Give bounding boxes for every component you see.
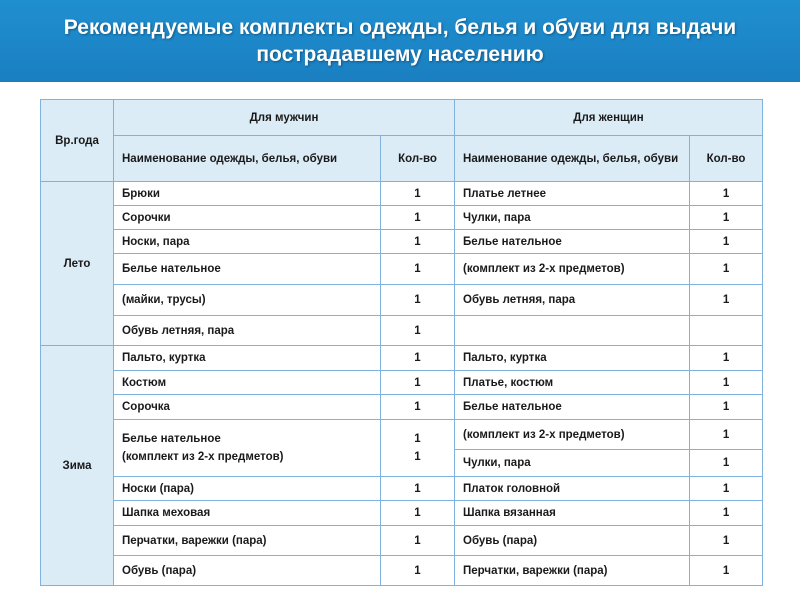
women-qty: 1 — [690, 526, 763, 556]
women-item: Платье летнее — [455, 182, 690, 206]
men-item: Костюм — [114, 371, 381, 395]
women-item: Белье нательное — [455, 395, 690, 420]
women-item: Платье, костюм — [455, 371, 690, 395]
men-item: Белье нательное — [114, 254, 381, 285]
season-label-winter: Зима — [41, 346, 114, 586]
page-title-line-1: Рекомендуемые комплекты одежды, белья и обуви для выдачи — [63, 16, 737, 39]
table-row — [41, 420, 763, 450]
men-item: Брюки — [114, 182, 381, 206]
table-row — [41, 316, 763, 346]
men-item-line-1: Белье нательное — [122, 433, 221, 445]
women-qty: 1 — [690, 420, 763, 450]
women-qty: 1 — [690, 501, 763, 526]
men-qty: 1 — [381, 501, 455, 526]
women-qty: 1 — [690, 477, 763, 501]
women-item: Пальто, куртка — [455, 346, 690, 371]
women-item: (комплект из 2-х предметов) — [455, 420, 690, 450]
women-qty: 1 — [690, 395, 763, 420]
women-item: Чулки, пара — [455, 206, 690, 230]
men-qty: 1 — [381, 254, 455, 285]
men-qty: 1 — [381, 371, 455, 395]
men-item: Сорочки — [114, 206, 381, 230]
men-qty: 1 — [381, 182, 455, 206]
table-row — [41, 477, 763, 501]
women-qty: 1 — [690, 450, 763, 477]
men-qty-line-2: 1 — [414, 451, 421, 463]
men-qty: 1 — [381, 346, 455, 371]
men-item: Носки (пара) — [114, 477, 381, 501]
title-banner — [0, 0, 800, 82]
women-item: Обувь (пара) — [455, 526, 690, 556]
table-row — [41, 501, 763, 526]
page-title-line-2: пострадавшему населению — [256, 43, 544, 66]
women-qty: 1 — [690, 230, 763, 254]
table-row — [41, 285, 763, 316]
women-item: Шапка вязанная — [455, 501, 690, 526]
women-qty — [690, 316, 763, 346]
men-item: Пальто, куртка — [114, 346, 381, 371]
men-qty: 1 — [381, 526, 455, 556]
women-qty: 1 — [690, 371, 763, 395]
men-qty-line-1: 1 — [414, 433, 421, 445]
men-qty: 1 — [381, 395, 455, 420]
table-row — [41, 254, 763, 285]
table-subheader-row — [41, 136, 763, 182]
table-row — [41, 556, 763, 586]
men-qty: 1 — [381, 285, 455, 316]
season-label-summer: Лето — [41, 182, 114, 346]
women-item: (комплект из 2-х предметов) — [455, 254, 690, 285]
women-qty: 1 — [690, 556, 763, 586]
qty-header-women: Кол-во — [690, 136, 763, 182]
men-item: Носки, пара — [114, 230, 381, 254]
men-header: Для мужчин — [114, 100, 455, 136]
women-header: Для женщин — [455, 100, 763, 136]
men-qty: 1 — [381, 316, 455, 346]
men-item: (майки, трусы) — [114, 285, 381, 316]
season-header: Вр.года — [41, 100, 114, 182]
women-qty: 1 — [690, 254, 763, 285]
clothing-kit-table — [40, 99, 763, 586]
women-item: Обувь летняя, пара — [455, 285, 690, 316]
qty-header-men: Кол-во — [381, 136, 455, 182]
table-row — [41, 371, 763, 395]
women-qty: 1 — [690, 182, 763, 206]
item-header-women: Наименование одежды, белья, обуви — [455, 136, 690, 182]
table-header-row — [41, 100, 763, 136]
table-row — [41, 526, 763, 556]
table-row — [41, 395, 763, 420]
men-item: Шапка меховая — [114, 501, 381, 526]
women-qty: 1 — [690, 285, 763, 316]
men-qty: 1 — [381, 230, 455, 254]
men-item-multiline — [114, 420, 381, 477]
women-item: Платок головной — [455, 477, 690, 501]
women-item: Белье нательное — [455, 230, 690, 254]
men-item: Сорочка — [114, 395, 381, 420]
men-qty: 1 — [381, 206, 455, 230]
men-item: Перчатки, варежки (пара) — [114, 526, 381, 556]
men-item: Обувь (пара) — [114, 556, 381, 586]
men-item-line-2: (комплект из 2-х предметов) — [122, 451, 284, 463]
men-qty: 1 — [381, 556, 455, 586]
men-item: Обувь летняя, пара — [114, 316, 381, 346]
women-qty: 1 — [690, 206, 763, 230]
item-header-men: Наименование одежды, белья, обуви — [114, 136, 381, 182]
men-qty-multiline — [381, 420, 455, 477]
table-row — [41, 230, 763, 254]
women-item: Чулки, пара — [455, 450, 690, 477]
table-row — [41, 346, 763, 371]
women-item: Перчатки, варежки (пара) — [455, 556, 690, 586]
women-item — [455, 316, 690, 346]
men-qty: 1 — [381, 477, 455, 501]
table-row — [41, 182, 763, 206]
table-row — [41, 206, 763, 230]
women-qty: 1 — [690, 346, 763, 371]
